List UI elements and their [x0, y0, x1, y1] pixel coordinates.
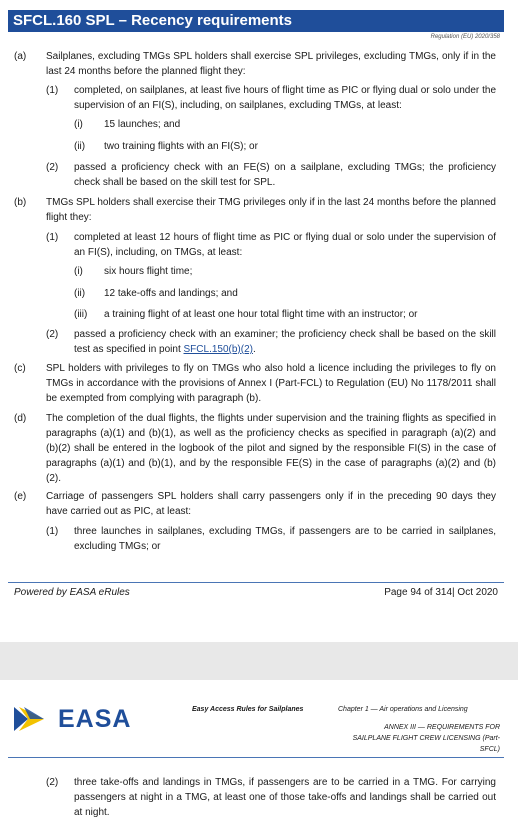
- footer-rule: [8, 582, 504, 583]
- header-title: Easy Access Rules for Sailplanes: [192, 706, 304, 713]
- para-e-text: Carriage of passengers SPL holders shall carry passengers only if in the preceding 90 days they have carried out as PIC, at least:: [46, 491, 496, 517]
- para-b1ii-text: 12 take-offs and landings; and: [104, 288, 238, 299]
- para-b-label: (b): [14, 197, 27, 208]
- link-sfcl-150-b-2[interactable]: SFCL.150(b)(2): [183, 344, 253, 355]
- para-b1iii-text: a training flight of at least one hour total flight time with an instructor; or: [104, 309, 418, 320]
- para-e2-text: three take-offs and landings in TMGs, if passengers are to be carried in a TMG. For carrying passengers at night in a TMG, at least one of those take-offs and landings shall be carried out at night.: [74, 777, 496, 818]
- para-d-label: (d): [14, 413, 27, 424]
- para-a1i-label: (i): [74, 119, 83, 130]
- para-b1i-text: six hours flight time;: [104, 266, 193, 277]
- header-annex-line3: SFCL): [479, 746, 500, 753]
- regulation-reference: Regulation (EU) 2020/358: [430, 34, 500, 40]
- para-c-text: SPL holders with privileges to fly on TMGs who also hold a licence including the privileges to fly on TMGs in accordance with the provisions of Annex I (Part-FCL) to Regulation (EU) No 1178/2011 shall be exempted from complying with paragraph (b).: [46, 363, 496, 404]
- para-b2-body: passed a proficiency check with an examiner; the proficiency check shall be based on the skill test as specified in point: [74, 329, 496, 355]
- para-a1-label: (1): [46, 85, 59, 96]
- easa-logo: [14, 704, 132, 734]
- para-a1i-text: 15 launches; and: [104, 119, 181, 130]
- para-b2-text: [74, 327, 496, 357]
- header-chapter: Chapter 1 — Air operations and Licensing: [338, 706, 468, 713]
- para-b1ii-label: (ii): [74, 288, 86, 299]
- para-b2-label: (2): [46, 329, 59, 340]
- footer-powered-by: Powered by EASA eRules: [14, 587, 130, 598]
- para-a-text: Sailplanes, excluding TMGs SPL holders shall exercise SPL privileges, excluding TMGs, only if in the last 24 months before the planned flight they:: [46, 51, 496, 77]
- easa-logo-text: EASA: [58, 705, 132, 733]
- para-e-label: (e): [14, 491, 27, 502]
- para-c-label: (c): [14, 363, 26, 374]
- para-d-text: The completion of the dual flights, the flights under supervision and the training flights as specified in paragraphs (a)(1) and (b)(1), as well as the proficiency checks as specified in paragraph (a)(2) and (b)(2) shall be entered in the logbook of the pilot and signed by the responsible FI(S) in the case of paragraphs (a)(1) and (b)(1), and by the responsible FE(S) in the case of paragraphs (a)(2) and (b)(2).: [46, 413, 496, 484]
- para-a1ii-label: (ii): [74, 141, 86, 152]
- document-page-95: [0, 680, 518, 830]
- para-a1-text: completed, on sailplanes, at least five hours of flight time as PIC or flying dual or solo under the supervision of an FI(S), including, on sailplanes, excluding TMGs, at least:: [74, 85, 496, 111]
- para-a2-text: passed a proficiency check with an FE(S) on a sailplane, excluding TMGs; the proficiency check shall be based on the skill test for SPL.: [74, 162, 496, 188]
- para-e2-label: (2): [46, 777, 59, 788]
- para-b1-text: completed at least 12 hours of flight time as PIC or flying dual or solo under the supervision of an FI(S), including, on TMGs, at least:: [74, 232, 496, 258]
- section-title: SFCL.160 SPL – Recency requirements: [8, 10, 504, 32]
- header-annex-line1: ANNEX III — REQUIREMENTS FOR: [384, 724, 500, 731]
- para-a2-label: (2): [46, 162, 59, 173]
- header-rule: [8, 757, 504, 758]
- para-b-text: TMGs SPL holders shall exercise their TMG privileges only if in the last 24 months before the planned flight they:: [46, 197, 496, 223]
- header-annex-line2: SAILPLANE FLIGHT CREW LICENSING (Part-: [352, 735, 500, 742]
- para-a1ii-text: two training flights with an FI(S); or: [104, 141, 258, 152]
- para-b1iii-label: (iii): [74, 309, 88, 320]
- para-e1-text: three launches in sailplanes, excluding TMGs, if passengers are to be carried in sailplanes, excluding TMGs; or: [74, 526, 496, 552]
- para-b1-label: (1): [46, 232, 59, 243]
- para-e1-label: (1): [46, 526, 59, 537]
- easa-emblem-icon: [14, 704, 44, 734]
- para-b1i-label: (i): [74, 266, 83, 277]
- page-gap: [0, 642, 518, 680]
- para-a-label: (a): [14, 51, 27, 62]
- footer-page-number: Page 94 of 314| Oct 2020: [384, 587, 498, 598]
- para-b2-end: .: [252, 344, 256, 355]
